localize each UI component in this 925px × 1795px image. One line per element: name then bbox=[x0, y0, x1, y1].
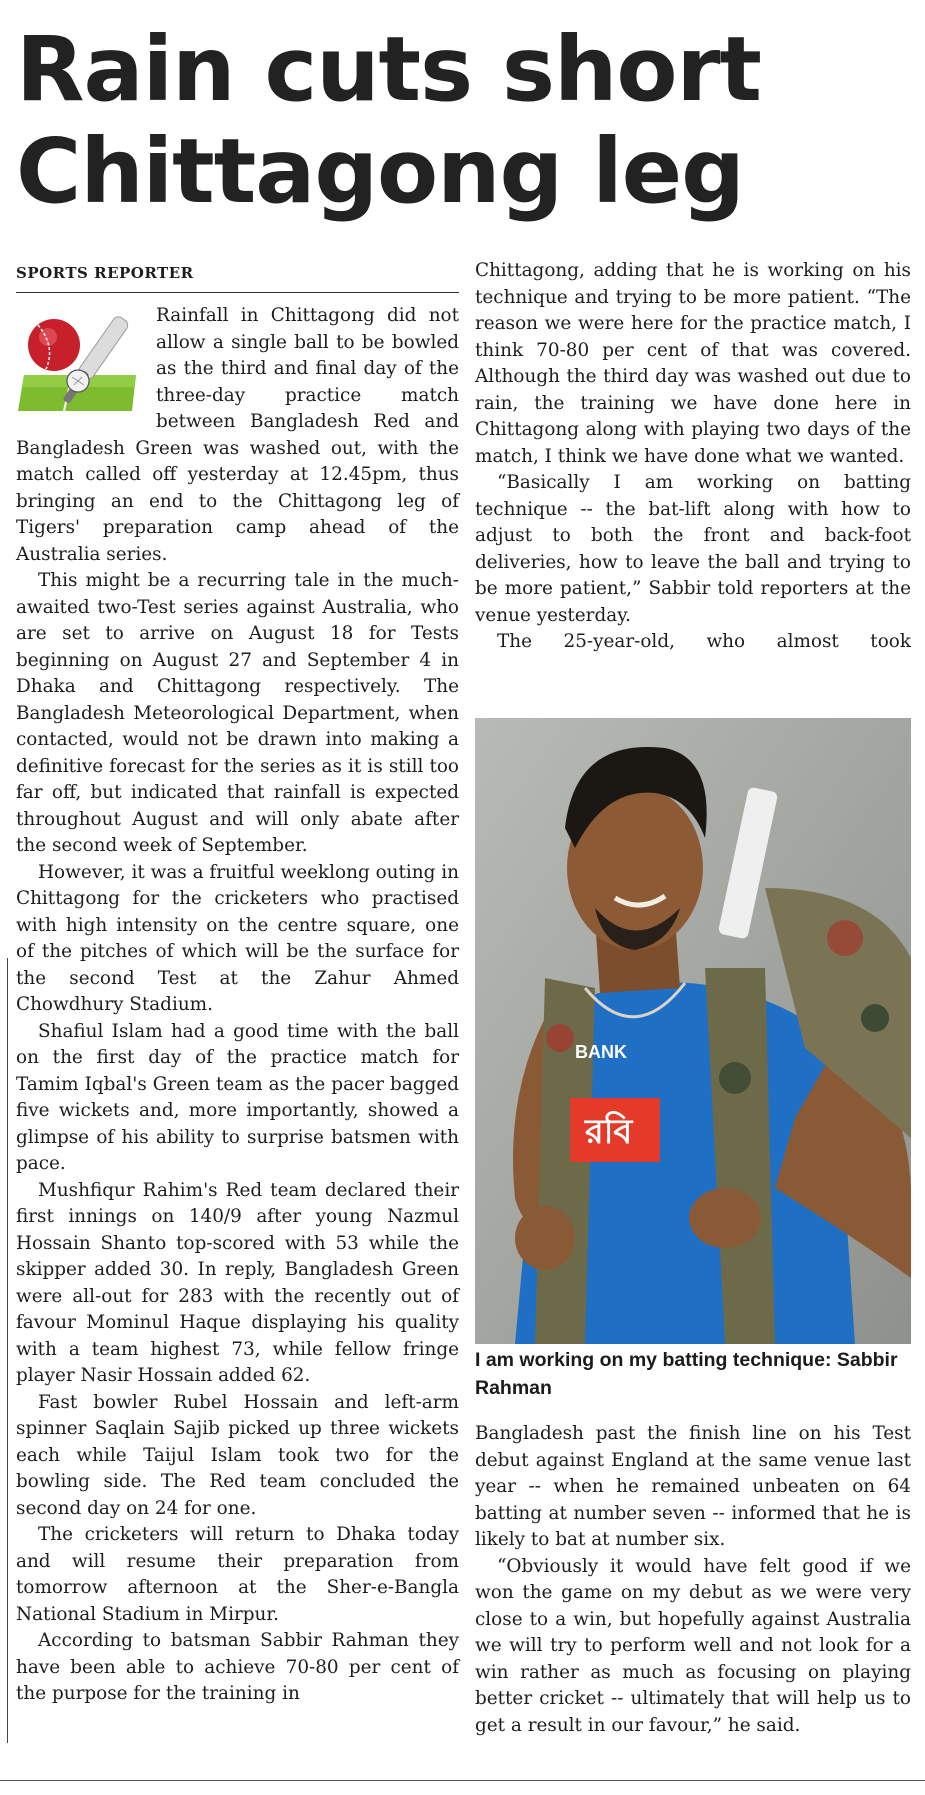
paragraph: The cricketers will return to Dhaka today and will resume their preparation from tomorrow afternoon at the Sher-e-Bangla National Stadium in Mirpur. bbox=[16, 1524, 459, 1625]
article-column-2-top bbox=[475, 258, 911, 656]
article-column-1 bbox=[16, 303, 459, 1708]
bottom-rule bbox=[0, 1780, 925, 1781]
paragraph: However, it was a fruitful weeklong outing in Chittagong for the cricketers who practised with high intensity on the centre square, one of the pitches of which will be the surface for the second Test at the Zahur Ahmed Chowdhury Stadium. bbox=[16, 861, 459, 1015]
paragraph: Bangladesh past the finish line on his Test debut against England at the same venue last year -- when he remained unbeaten on 64 batting at number seven -- informed that he is likely to bat at number six. bbox=[475, 1423, 911, 1550]
article-column-2-bottom bbox=[475, 1421, 911, 1739]
paragraph: The 25-year-old, who almost took bbox=[497, 631, 911, 652]
paragraph: This might be a recurring tale in the much-awaited two-Test series against Australia, who are set to arrive on August 18 for Tests beginning on August 27 and September 4 in Dhaka and Chittagong respectively. The Bangladesh Meteorological Department, when contacted, would not be drawn into making a definitive forecast for the series as it is still too far off, but indicated that rainfall is expected throughout August and will only abate after the second week of September. bbox=[16, 570, 459, 856]
paragraph: Chittagong, adding that he is working on his technique and trying to be more patient. “The reason we were here for the practice match, I think 70-80 per cent of that was covered. Although the third day was washed out due to rain, the training we have done here in Chittagong along with playing two days of the match, I think we have done what we wanted. bbox=[475, 260, 911, 467]
paragraph: “Basically I am working on batting technique -- the bat-lift along with how to adjust to both the front and back-foot deliveries, how to leave the ball and trying to be more patient,” Sabbir told reporters at the venue yesterday. bbox=[475, 472, 911, 626]
paragraph: “Obviously it would have felt good if we won the game on my debut as we were very close to a win, but hopefully against Australia we will try to perform well and not look for a win rather as much as focusing on playing better cricket -- ultimately that will help us to get a result in our favour,” he said. bbox=[475, 1555, 911, 1736]
sponsor-logo-text: রবি bbox=[585, 1112, 633, 1152]
player-photo-illustration bbox=[475, 718, 911, 1344]
photo-caption: I am working on my batting technique: Sabbir Rahman bbox=[475, 1349, 898, 1399]
margin-rule bbox=[7, 958, 8, 1743]
byline: SPORTS REPORTER bbox=[16, 264, 194, 282]
paragraph: Mushfiqur Rahim's Red team declared their first innings on 140/9 after young Nazmul Hossain Shanto top-scored with 53 while the skipper added 30. In reply, Bangladesh Green were all-out for 283 with the recently out of favour Mominul Haque displaying his quality with a team highest 73, while fellow fringe player Nasir Hossain added 62. bbox=[16, 1179, 459, 1386]
paragraph: Shafiul Islam had a good time with the ball on the first day of the practice match for Tamim Iqbal's Green team as the pacer bagged five wickets and, more importantly, showed a glimpse of his ability to surprise batsmen with pace. bbox=[16, 1020, 459, 1174]
cricket-ball-and-bat-icon bbox=[16, 307, 150, 419]
byline-rule bbox=[16, 292, 459, 293]
sports-logo-float bbox=[16, 303, 156, 423]
headline: Rain cuts short Chittagong leg bbox=[16, 17, 761, 223]
player-photo bbox=[475, 718, 911, 1344]
paragraph: Fast bowler Rubel Hossain and left-arm spinner Saqlain Sajib picked up three wickets each while Taijul Islam took two for the bowling side. The Red team concluded the second day on 24 for one. bbox=[16, 1391, 459, 1519]
paragraph: According to batsman Sabbir Rahman they have been able to achieve 70-80 per cent of the purpose for the training in bbox=[16, 1630, 459, 1704]
jersey-text: BANK bbox=[575, 1042, 627, 1062]
paragraph: Rainfall in Chittagong did not allow a single ball to be bowled as the third and final day of the three-day practice match between Bangladesh Red and Bangladesh Green was washed out, with the match called off yesterday at 12.45pm, thus bringing an end to the Chittagong leg of Tigers' preparation camp ahead of the Australia series. bbox=[16, 305, 459, 565]
